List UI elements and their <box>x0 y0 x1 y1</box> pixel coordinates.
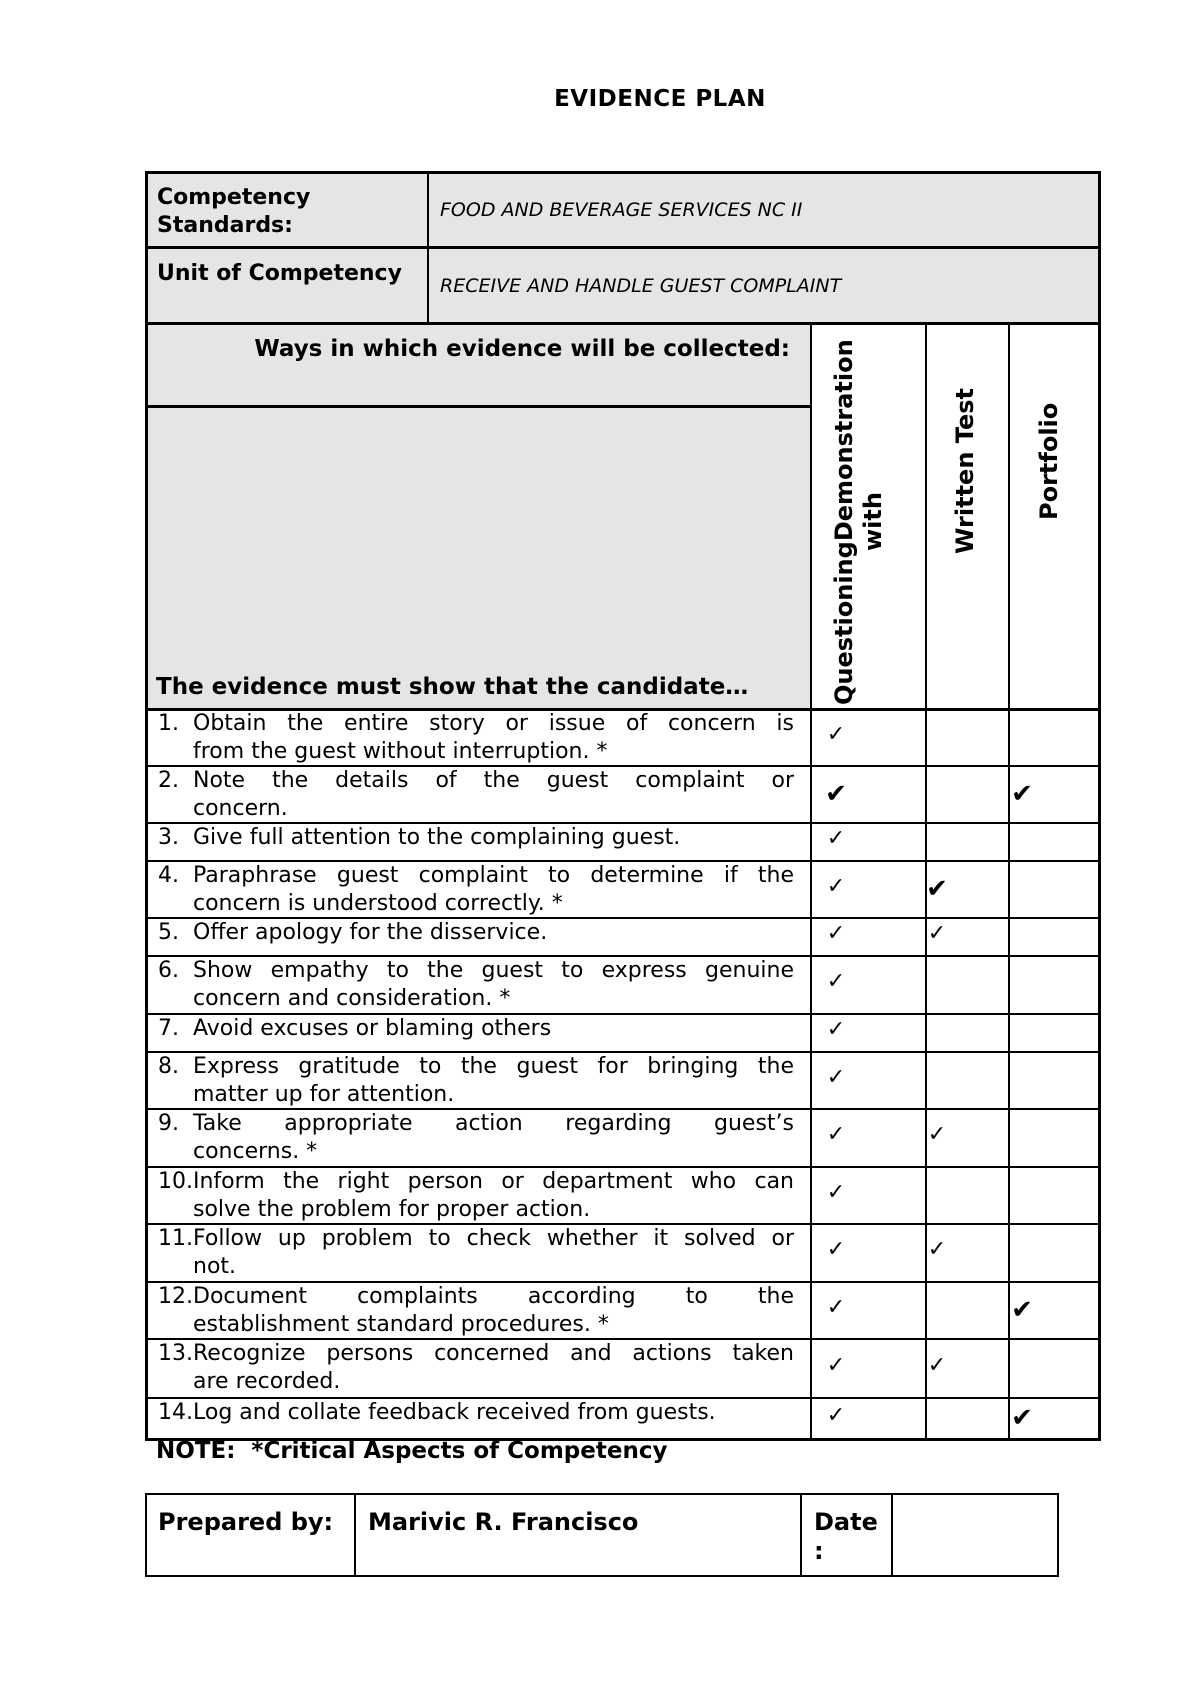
check-demo: ✔ <box>825 778 847 809</box>
check-demo: ✓ <box>826 826 846 851</box>
unit-of-competency-label: Unit of Competency <box>157 261 402 286</box>
row-line2: concern and consideration. * <box>193 986 511 1011</box>
row-text <box>158 1225 794 1281</box>
row-number: 7. <box>158 1016 179 1041</box>
check-written: ✓ <box>927 1122 947 1147</box>
method-demo-line1: Demonstration <box>830 339 858 542</box>
header-divider <box>145 246 1101 249</box>
row-number: 9. <box>158 1111 179 1136</box>
competency-standards-label: Competency Standards: <box>157 185 311 238</box>
col-line-3 <box>1008 322 1010 1441</box>
ways-header-cell <box>148 325 810 709</box>
row-line2: concern is understood correctly. * <box>193 891 563 916</box>
row-line2: not. <box>193 1254 237 1279</box>
method-portfolio-label: Portfolio <box>1035 402 1063 520</box>
row-number: 6. <box>158 958 179 983</box>
row-line1: Avoid excuses or blaming others <box>193 1016 552 1041</box>
row-line1: Express gratitude to the guest for bringing the <box>193 1054 794 1079</box>
check-demo: ✓ <box>826 1017 846 1042</box>
row-line1: Obtain the entire story or issue of concern is <box>193 711 794 736</box>
date-label-line1: Date <box>814 1508 878 1536</box>
evidence-label: The evidence must show that the candidate… <box>156 674 749 700</box>
check-written: ✓ <box>927 921 947 946</box>
row-line1: Follow up problem to check whether it solved or <box>193 1226 794 1251</box>
check-demo: ✓ <box>826 1237 846 1262</box>
method-demo-line3: Questioning <box>830 541 858 705</box>
row-text <box>158 824 794 852</box>
check-demo: ✓ <box>826 1402 846 1428</box>
prep-divider-3 <box>891 1493 893 1577</box>
date-label <box>814 1508 878 1566</box>
method-demo-line2: with <box>859 492 887 552</box>
row-text <box>158 767 794 823</box>
check-written: ✓ <box>927 1352 947 1378</box>
method-header-written-test <box>950 336 980 606</box>
row-line1: Take appropriate action regarding guest’s <box>193 1111 794 1136</box>
check-demo: ✓ <box>826 1352 846 1378</box>
row-line1: Give full attention to the complaining guest. <box>193 825 681 850</box>
row-line1: Recognize persons concerned and actions taken <box>193 1341 794 1366</box>
check-written: ✓ <box>927 1237 947 1262</box>
competency-standards-value: FOOD AND BEVERAGE SERVICES NC II <box>440 199 803 221</box>
row-text <box>158 919 794 947</box>
row-number: 14. <box>158 1400 193 1425</box>
method-header-demonstration <box>830 336 888 708</box>
row-line2: matter up for attention. <box>193 1082 455 1107</box>
check-demo: ✓ <box>826 721 846 747</box>
check-demo: ✓ <box>826 921 846 946</box>
row-line1: Note the details of the guest complaint or <box>193 768 794 793</box>
row-text <box>158 1015 794 1043</box>
check-demo: ✓ <box>826 873 846 899</box>
row-line2: concern. <box>193 796 288 821</box>
row-text <box>158 862 794 918</box>
prepared-by-value: Marivic R. Francisco <box>368 1508 639 1536</box>
row-number: 11. <box>158 1226 193 1251</box>
check-written: ✔ <box>926 873 948 904</box>
method-header-portfolio <box>1034 336 1064 586</box>
header-column-divider <box>427 171 429 325</box>
prep-divider-2 <box>800 1493 802 1577</box>
row-number: 8. <box>158 1054 179 1079</box>
row-line2: establishment standard procedures. * <box>193 1312 609 1337</box>
prep-divider-1 <box>354 1493 356 1577</box>
row-line2: are recorded. <box>193 1369 341 1394</box>
row-number: 5. <box>158 920 179 945</box>
row-line1: Show empathy to the guest to express genuine <box>193 958 794 983</box>
prepared-by-label: Prepared by: <box>158 1508 334 1536</box>
check-demo: ✓ <box>826 1122 846 1147</box>
row-line1: Log and collate feedback received from guests. <box>193 1400 716 1425</box>
ways-divider <box>145 405 812 408</box>
check-portfolio: ✔ <box>1011 778 1033 809</box>
unit-of-competency-value: RECEIVE AND HANDLE GUEST COMPLAINT <box>440 275 842 297</box>
row-text <box>158 1110 794 1166</box>
row-line2: from the guest without interruption. * <box>193 739 608 764</box>
row-number: 12. <box>158 1284 193 1309</box>
row-line1: Document complaints according to the <box>193 1284 794 1309</box>
row-number: 2. <box>158 768 179 793</box>
row-line1: Paraphrase guest complaint to determine if the <box>193 863 794 888</box>
row-number: 3. <box>158 825 179 850</box>
row-text <box>158 1168 794 1224</box>
check-portfolio: ✔ <box>1011 1402 1033 1433</box>
row-line1: Inform the right person or department who can <box>193 1169 794 1194</box>
check-demo: ✓ <box>826 1179 846 1205</box>
date-value[interactable] <box>895 1497 1055 1573</box>
row-text <box>158 1283 794 1339</box>
row-text <box>158 710 794 766</box>
row-text <box>158 1053 794 1109</box>
row-line2: concerns. * <box>193 1139 318 1164</box>
ways-label: Ways in which evidence will be collected: <box>254 336 790 362</box>
date-label-line2: : <box>814 1537 824 1565</box>
row-number: 1. <box>158 711 179 736</box>
row-line1: Offer apology for the disservice. <box>193 920 548 945</box>
row-line2: solve the problem for proper action. <box>193 1197 591 1222</box>
document-title: EVIDENCE PLAN <box>554 86 766 112</box>
check-demo: ✓ <box>826 969 846 994</box>
row-text <box>158 1399 794 1427</box>
row-number: 13. <box>158 1341 193 1366</box>
row-number: 10. <box>158 1169 193 1194</box>
check-demo: ✓ <box>826 1294 846 1320</box>
note: NOTE: *Critical Aspects of Competency <box>156 1438 668 1464</box>
row-text <box>158 1340 794 1396</box>
check-portfolio: ✔ <box>1011 1294 1033 1325</box>
method-written-label: Written Test <box>951 388 979 554</box>
row-number: 4. <box>158 863 179 888</box>
row-text <box>158 957 794 1013</box>
check-demo: ✓ <box>826 1064 846 1090</box>
